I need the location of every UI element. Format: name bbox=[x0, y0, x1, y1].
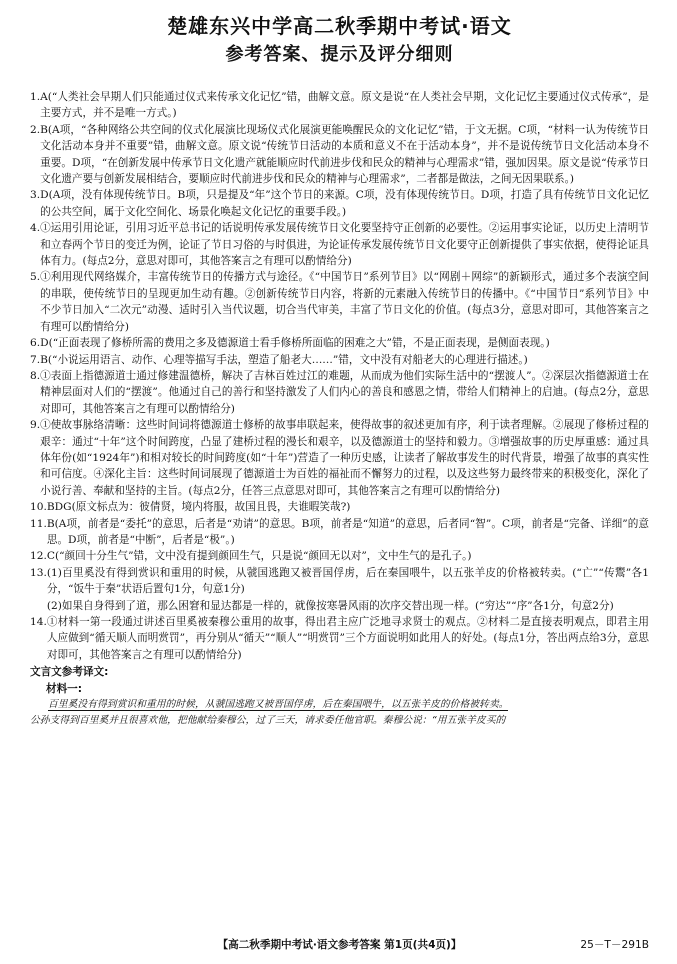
item-text: ①使故事脉络清晰：这些时间词将德源道士修桥的故事串联起来，使得故事的叙述更加有序，利于读者理解。②展现了修桥过程的艰辛：通过“十年”这个时间跨度，凸显了建桥过程的漫长和艰辛，以及德源道士的坚持和毅力。③增强故事的历史厚重感：通过具体年份(如“1924年”)和相对较长的时间跨度(如“十年”)营造了一种历史感，让读者了解故事发生的时代背景，增强了故事的真实性和可信度。④深化主旨：这些时间词展现了德源道士为百姓的福祉而不懈努力的过程，以及这些努力最终带来的积极变化，深化了小说行善、奉献和坚持的主旨。(每点2分，任答三点意思对即可，其他答案言之有理可以酌情给分) bbox=[40, 419, 649, 497]
answer-item bbox=[30, 220, 649, 269]
answer-subtitle: 参考答案、提示及评分细则 bbox=[225, 44, 454, 65]
item-text: B(A项，前者是“委托”的意思，后者是“劝请”的意思。B项，前者是“知道”的意思，后者同“智”。C项，前者是“完备、详细”的意思。D项，前者是“中断”，后者是“极”。) bbox=[46, 517, 649, 546]
page-footer bbox=[30, 938, 649, 952]
item-number: 4. bbox=[30, 222, 41, 235]
item-number: 2. bbox=[30, 123, 41, 136]
answer-item bbox=[30, 516, 649, 549]
item-number: 9. bbox=[30, 419, 41, 432]
item-text: B(A项，“各种网络公共空间的仪式化展演比现场仪式化展演更能唤醒民众的文化记忆”错，于文无据。C项，“材料一认为传统节日文化活动本身并不重要”错，曲解文意。原文说“传统节日活动的本质和意义不在于活动本身”，并不是说传统节日文化活动本身不重要。D项，“在创新发展中传承节日文化遗产就能顺应时代前进步伐和民众的精神与心理需求”错，强加因果。原文是说“传承节日文化遗产要与创新发展相结合，要顺应时代前进步伐和民众的精神与心理需求”，二者都是做法，之间无因果联系。) bbox=[40, 123, 649, 186]
item-paragraph: (1)百里奚没有得到赏识和重用的时候，从虢国逃跑又被晋国俘虏，后在秦国喂牛，以五张羊皮的价格被转卖。(“亡”“传鬻”各1分，“饭牛于秦”状语后置句1分，句意1分) bbox=[46, 566, 649, 596]
answer-item bbox=[30, 122, 649, 188]
answer-item bbox=[30, 548, 649, 564]
translation-line: 公孙支得到百里奚并且很喜欢他，把他献给秦穆公，过了三天，请求委任他官职。秦穆公说：“用五张羊皮买的 bbox=[30, 715, 506, 727]
answer-item bbox=[30, 499, 649, 515]
item-text: ①利用现代网络媒介，丰富传统节日的传播方式与途径。《“中国节日”系列节目》以“网剧＋网综”的新颖形式，通过多个表演空间的串联，使传统节日的呈现更加生动有趣。②创新传统节日内容，将新的元素融入传统节日的传播中。《“中国节日”系列节目》中不少节日加入“二次元”动漫、适时引入当代议题，切合当代审美，丰富了节日文化的价值。(每点3分，意思对即可，其他答案言之有理可以酌情给分) bbox=[40, 271, 649, 333]
answer-item bbox=[30, 335, 649, 351]
item-paragraph: (2)如果自身得到了道，那么困窘和显达都是一样的，就像按寒暑风雨的次序交替出现一样。(“穷达”“序”各1分，句意2分) bbox=[46, 599, 614, 612]
item-text: C(“颜回十分生气”错，文中没有提到颜回生气，只是说“颜回无以对”，文中生气的是孔子。) bbox=[46, 550, 472, 563]
item-text: D(“正面表现了修桥所需的费用之多及德源道士看手修桥所面临的困难之大”错，不是正面表现，是侧面表现。) bbox=[40, 337, 550, 350]
item-number: 6. bbox=[30, 337, 41, 350]
answer-item bbox=[30, 565, 649, 614]
item-text: ①表面上指德源道士通过修建温德桥，解决了吉林百姓过江的难题，从而成为他们实际生活中的“摆渡人”。②深层次指德源道士在精神层面对人们的“摆渡”。他通过自己的善行和坚持激发了人们内心的善良和感恩之情，带给人们精神上的启迪。(每点2分，意思对即可，其他答案言之有理可以酌情给分) bbox=[40, 369, 649, 415]
item-number: 13. bbox=[30, 566, 47, 579]
answer-item bbox=[30, 614, 649, 663]
item-number: 8. bbox=[30, 369, 41, 382]
translation-heading: 文言文参考译文: bbox=[30, 666, 109, 679]
item-text bbox=[47, 565, 649, 614]
item-text: A(“人类社会早期人们只能通过仪式来传承文化记忆”错，曲解文意。原文是说“在人类社会早期，文化记忆主要通过仪式传承”，是主要方式，并不是唯一方式。) bbox=[40, 91, 649, 120]
answer-item bbox=[30, 269, 649, 335]
answer-item bbox=[30, 417, 649, 499]
answer-list bbox=[30, 89, 649, 663]
translation-text bbox=[30, 697, 649, 729]
exam-title: 楚雄东兴中学高二秋季期中考试·语文 bbox=[167, 14, 512, 38]
item-text: ①运用引用论证，引用习近平总书记的话说明传承发展传统节日文化要坚持守正创新的必要性。②运用事实论证，以历史上清明节和立春两个节日的变迁为例，论证了节日习俗的与时俱进，为论证传承发展传统节日文化要守正创新提供了事实依据，使得论证具体有力。(每点2分，意思对即可，其他答案言之有理可以酌情给分) bbox=[40, 222, 649, 268]
item-number: 3. bbox=[30, 189, 41, 202]
answer-item bbox=[30, 89, 649, 122]
translation-line-underlined: 百里奚没有得到赏识和重用的时候，从虢国逃跑又被晋国俘虏，后在秦国喂牛，以五张羊皮的价格被转卖。 bbox=[48, 699, 509, 711]
item-number: 1. bbox=[30, 91, 41, 103]
answer-item bbox=[30, 352, 649, 368]
item-text: BDG(原文标点为：彼倩贤，境内将服，故国且畏，夫谁暇笑哉?) bbox=[46, 501, 351, 514]
item-number: 5. bbox=[30, 271, 41, 284]
item-text: B(“小说运用语言、动作、心理等描写手法，塑造了船老大……”错，文中没有对船老大的心理进行描述。) bbox=[40, 353, 528, 366]
footer-page-info: 【高二秋季期中考试·语文参考答案 第1页(共4页)】 bbox=[217, 939, 462, 951]
answer-item bbox=[30, 368, 649, 417]
item-number: 10. bbox=[30, 501, 47, 514]
material-label: 材料一: bbox=[46, 682, 83, 695]
item-text: ①材料一第一段通过讲述百里奚被秦穆公重用的故事，得出君主应广泛地寻求贤士的观点。②材料二是直接表明观点，即君主用人应做到“循天顺人而明赏罚”，再分别从“循天”“顺人”“明赏罚”三个方面说明如此用人的好处。(每点1分，答出两点给3分，意思对即可，其他答案言之有理可以酌情给分) bbox=[46, 616, 649, 661]
item-number: 12. bbox=[30, 550, 47, 563]
item-number: 11. bbox=[30, 517, 47, 530]
item-text: D(A项，没有体现传统节日。B项，只是提及“年”这个节日的来源。C项，没有体现传统节日。D项，打造了具有传统节日文化记忆的公共空间，属于文化空间化、场景化唤起文化记忆的重要手段。) bbox=[40, 189, 649, 218]
item-number: 14. bbox=[30, 616, 47, 628]
answer-item bbox=[30, 187, 649, 220]
item-number: 7. bbox=[30, 353, 41, 366]
footer-code: 25－T－291B bbox=[580, 939, 649, 951]
